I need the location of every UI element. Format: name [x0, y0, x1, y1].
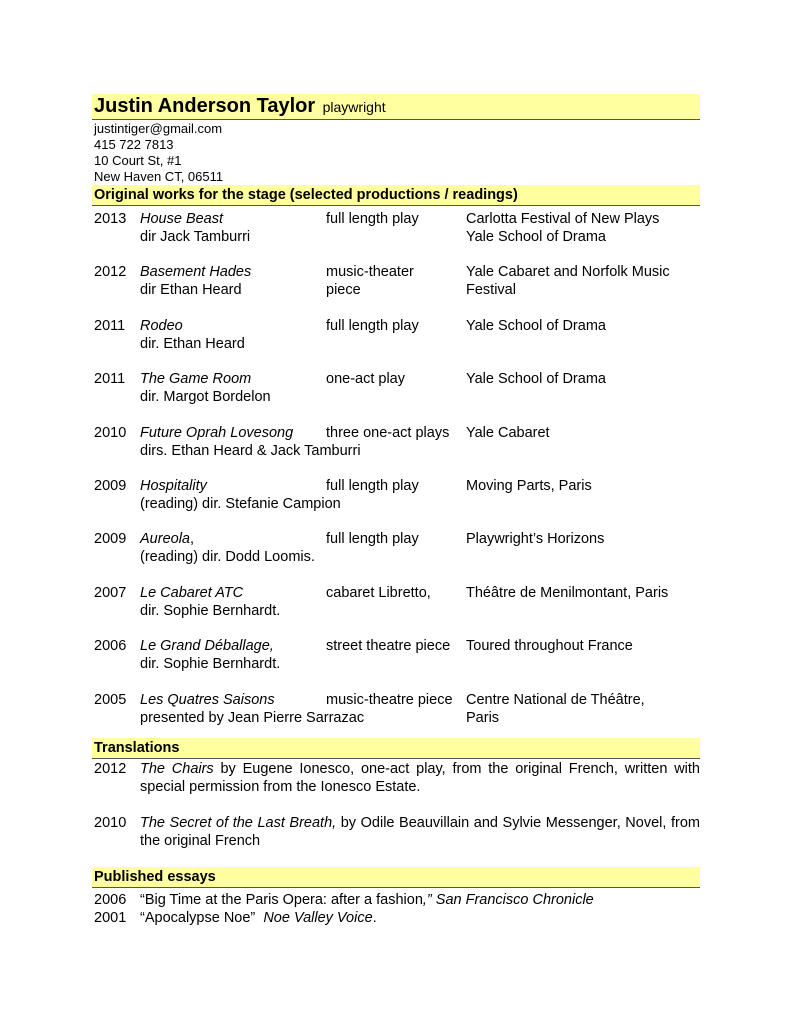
- work-type: full length play: [326, 317, 419, 334]
- work-entry: [92, 584, 700, 637]
- work-director: (reading) dir. Stefanie Campion: [140, 495, 341, 512]
- work-director: dir. Margot Bordelon: [140, 389, 271, 406]
- translations-heading: Translations: [92, 738, 700, 759]
- address-line-2: New Haven CT, 06511: [94, 169, 224, 184]
- work-year: 2013: [94, 211, 127, 227]
- translation-description: by Eugene Ionesco, one-act play, from the original French, written with special permission from the Ionesco Estate.: [140, 760, 700, 795]
- work-title: Les Quatres Saisons: [140, 691, 275, 708]
- work-year: 2007: [94, 584, 127, 601]
- essays-heading: Published essays: [92, 867, 700, 888]
- work-entry: [92, 530, 700, 583]
- work-year: 2009: [94, 477, 127, 494]
- work-venue: Yale Cabaret and Norfolk Music: [466, 264, 670, 281]
- work-title: Rodeo: [140, 317, 183, 334]
- author-name: Justin Anderson Taylor: [94, 95, 316, 117]
- address-line-1: 10 Court St, #1: [94, 153, 182, 168]
- work-venue-line-2: Festival: [466, 282, 516, 299]
- contact-block: [92, 120, 700, 185]
- work-year: 2011: [94, 371, 126, 388]
- work-entry: [92, 424, 700, 477]
- work-venue: Yale School of Drama: [466, 317, 606, 334]
- translation-title: The Chairs: [140, 760, 214, 777]
- work-title: Hospitality: [140, 477, 207, 494]
- translation-year: 2012: [94, 760, 127, 777]
- name-header: [92, 94, 700, 120]
- work-type: cabaret Libretto,: [326, 584, 431, 601]
- work-type: full length play: [326, 477, 419, 494]
- work-venue: Moving Parts, Paris: [466, 477, 592, 494]
- work-entry: [92, 370, 700, 423]
- email-text: justintiger@gmail.com: [94, 121, 223, 136]
- work-director: dir Ethan Heard: [140, 282, 242, 299]
- work-entry: [92, 691, 700, 738]
- work-director: dir. Sophie Bernhardt.: [140, 656, 281, 673]
- translation-entry: [92, 760, 700, 796]
- essay-entry: [92, 891, 700, 909]
- work-title: Future Oprah Lovesong: [140, 424, 294, 441]
- essay-title: “Apocalypse Noe”: [140, 909, 264, 926]
- works-list: [92, 206, 700, 738]
- work-title: House Beast: [140, 211, 224, 227]
- work-title-suffix: ,: [189, 531, 195, 548]
- work-title: Basement Hades: [140, 264, 252, 281]
- essay-year: 2006: [94, 891, 127, 908]
- translation-text: [140, 814, 700, 850]
- work-year: 2011: [94, 317, 126, 334]
- work-title: The Game Room: [140, 371, 252, 388]
- work-type: three one-act plays: [326, 424, 450, 441]
- translation-description: by Odile Beauvillain and Sylvie Messenger, Novel, from the original French: [140, 814, 700, 849]
- resume-page: [92, 94, 700, 927]
- work-title: Le Grand Déballage,: [140, 638, 274, 655]
- essay-publication: ,” San Francisco Chronicle: [422, 891, 594, 908]
- work-director: dir. Sophie Bernhardt.: [140, 602, 281, 619]
- work-venue: Carlotta Festival of New Plays: [466, 211, 660, 227]
- work-director: presented by Jean Pierre Sarrazac: [140, 709, 365, 726]
- work-type: street theatre piece: [326, 638, 451, 655]
- essay-text: [140, 891, 594, 909]
- work-entry: [92, 263, 700, 316]
- work-venue: Yale School of Drama: [466, 371, 606, 388]
- essay-year: 2001: [94, 909, 127, 926]
- essay-tail: .: [372, 909, 377, 926]
- essays-list: [92, 888, 700, 927]
- translation-year: 2010: [94, 814, 127, 831]
- work-venue: Yale Cabaret: [466, 424, 550, 441]
- translation-text: [140, 760, 700, 796]
- work-venue-line-2: Yale School of Drama: [466, 229, 606, 245]
- work-title: Aureola: [140, 531, 190, 548]
- translations-list: [92, 759, 700, 850]
- work-type: one-act play: [326, 371, 405, 388]
- work-venue-line-2: Paris: [466, 709, 500, 726]
- translation-entry: [92, 814, 700, 850]
- work-type: full length play: [326, 531, 419, 548]
- work-type: music-theatre piece: [326, 691, 453, 708]
- work-entry: [92, 210, 700, 263]
- work-year: 2009: [94, 531, 127, 548]
- author-role: playwright: [322, 99, 386, 115]
- work-title-wrap: [140, 530, 194, 548]
- essay-title: “Big Time at the Paris Opera: after a fashion: [140, 891, 423, 908]
- work-year: 2010: [94, 424, 127, 441]
- work-type: music-theater: [326, 264, 414, 281]
- work-venue: Centre National de Théâtre,: [466, 691, 645, 708]
- work-title: Le Cabaret ATC: [140, 584, 244, 601]
- work-venue: Théâtre de Menilmontant, Paris: [466, 584, 669, 601]
- translation-title: The Secret of the Last Breath,: [140, 814, 337, 831]
- phone-text: 415 722 7813: [94, 137, 174, 152]
- work-year: 2006: [94, 638, 127, 655]
- work-entry: [92, 637, 700, 690]
- essay-text: [140, 909, 377, 927]
- work-year: 2012: [94, 264, 127, 281]
- work-entry: [92, 317, 700, 370]
- original-works-heading: Original works for the stage (selected productions / readings): [92, 185, 700, 206]
- essay-publication: Noe Valley Voice: [263, 909, 373, 926]
- work-director: (reading) dir. Dodd Loomis.: [140, 549, 315, 566]
- work-venue: Playwright’s Horizons: [466, 531, 605, 548]
- work-year: 2005: [94, 691, 127, 708]
- work-venue: Toured throughout France: [466, 638, 633, 655]
- work-director: dir Jack Tamburri: [140, 229, 251, 245]
- essay-entry: [92, 909, 700, 927]
- work-type-line-2: piece: [326, 282, 361, 299]
- work-director: dirs. Ethan Heard & Jack Tamburri: [140, 442, 361, 459]
- work-type: full length play: [326, 211, 419, 227]
- work-entry: [92, 477, 700, 530]
- work-director: dir. Ethan Heard: [140, 335, 245, 352]
